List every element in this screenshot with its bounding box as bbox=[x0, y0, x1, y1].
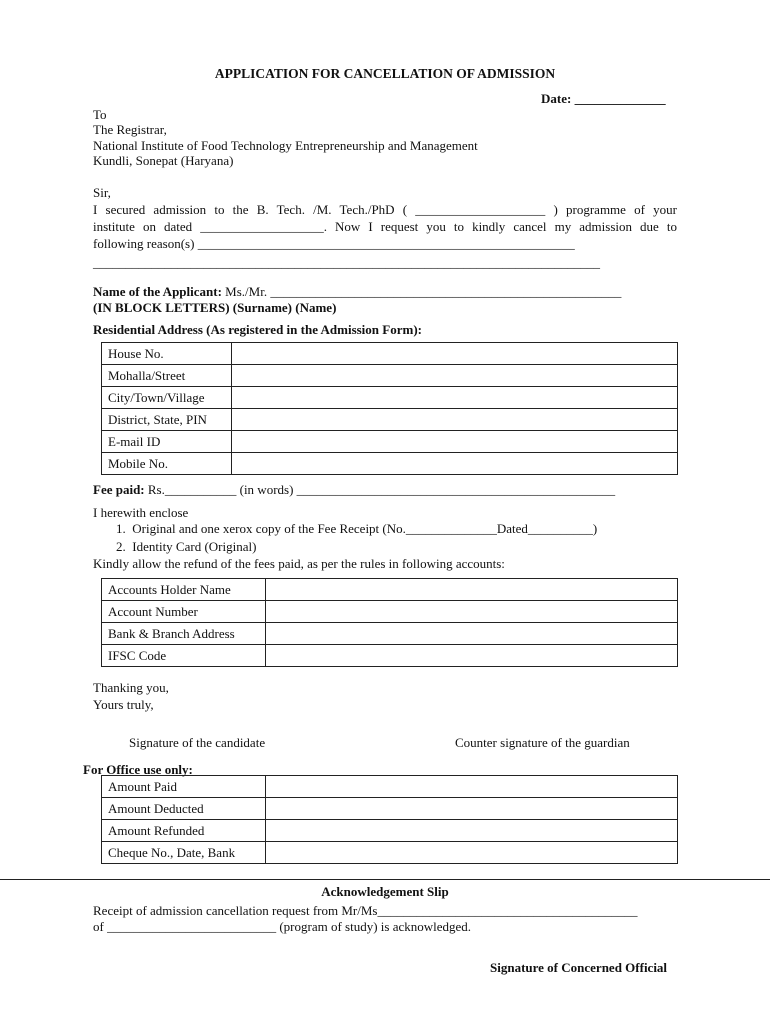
table-input-cell[interactable] bbox=[266, 623, 678, 645]
address-to: To bbox=[93, 107, 107, 122]
table-label: IFSC Code bbox=[102, 645, 266, 667]
fee-paid-line bbox=[93, 482, 615, 498]
applicant-name-label: Name of the Applicant: bbox=[93, 284, 222, 299]
table-input-cell[interactable] bbox=[232, 343, 678, 365]
candidate-signature: Signature of the candidate bbox=[129, 735, 266, 750]
form-title: APPLICATION FOR CANCELLATION OF ADMISSION bbox=[214, 66, 556, 81]
table-label: Amount Refunded bbox=[102, 820, 266, 842]
table-row bbox=[102, 798, 678, 820]
table-label: City/Town/Village bbox=[102, 387, 232, 409]
table-input-cell[interactable] bbox=[232, 453, 678, 475]
paragraph-line-3: following reason(s) __________________________________________________________ bbox=[93, 236, 575, 251]
table-row bbox=[102, 820, 678, 842]
table-input-cell[interactable] bbox=[232, 387, 678, 409]
table-label: Bank & Branch Address bbox=[102, 623, 266, 645]
enclose-item-1: 1. Original and one xerox copy of the Fee Receipt (No.______________Dated__________) bbox=[116, 521, 598, 536]
address-institute: National Institute of Food Technology Entrepreneurship and Management bbox=[93, 138, 478, 153]
yours-truly: Yours truly, bbox=[93, 697, 154, 712]
table-label: Cheque No., Date, Bank bbox=[102, 842, 266, 864]
block-letters-note: (IN BLOCK LETTERS) (Surname) (Name) bbox=[93, 300, 337, 315]
table-input-cell[interactable] bbox=[266, 776, 678, 798]
table-label: Mobile No. bbox=[102, 453, 232, 475]
slip-line-1: Receipt of admission cancellation request from Mr/Ms________________________________________ bbox=[93, 903, 638, 918]
table-row bbox=[102, 431, 678, 453]
slip-line-2: of __________________________ (program of study) is acknowledged. bbox=[93, 919, 472, 934]
table-row bbox=[102, 343, 678, 365]
paragraph-line-4: ______________________________________________________________________________ bbox=[93, 255, 600, 270]
table-input-cell[interactable] bbox=[266, 601, 678, 623]
table-row bbox=[102, 409, 678, 431]
table-label: House No. bbox=[102, 343, 232, 365]
table-label: E-mail ID bbox=[102, 431, 232, 453]
table-input-cell[interactable] bbox=[232, 365, 678, 387]
table-row bbox=[102, 453, 678, 475]
address-location: Kundli, Sonepat (Haryana) bbox=[93, 153, 234, 168]
table-label: Mohalla/Street bbox=[102, 365, 232, 387]
table-input-cell[interactable] bbox=[266, 820, 678, 842]
table-label: Amount Deducted bbox=[102, 798, 266, 820]
enclose-intro: I herewith enclose bbox=[93, 505, 189, 520]
date-field: Date: ______________ bbox=[541, 91, 666, 106]
table-input-cell[interactable] bbox=[266, 842, 678, 864]
paragraph-line-2: institute on dated ___________________. Now I request you to kindly cancel my admission due to bbox=[93, 219, 677, 234]
table-row bbox=[102, 645, 678, 667]
paragraph-line-1: I secured admission to the B. Tech. /M. Tech./PhD ( ____________________ ) programme of your bbox=[93, 202, 677, 217]
residential-address-label: Residential Address (As registered in the Admission Form): bbox=[93, 322, 422, 337]
office-use-table bbox=[101, 775, 678, 864]
applicant-name-line bbox=[93, 284, 621, 300]
table-input-cell[interactable] bbox=[266, 798, 678, 820]
address-registrar: The Registrar, bbox=[93, 122, 167, 137]
refund-request: Kindly allow the refund of the fees paid, as per the rules in following accounts: bbox=[93, 556, 505, 571]
salutation: Sir, bbox=[93, 185, 111, 200]
office-use-label: For Office use only: bbox=[83, 762, 193, 777]
applicant-name-value: Ms./Mr. ______________________________________________________ bbox=[221, 284, 622, 299]
table-input-cell[interactable] bbox=[266, 645, 678, 667]
table-label: District, State, PIN bbox=[102, 409, 232, 431]
divider bbox=[0, 879, 770, 880]
table-label: Account Number bbox=[102, 601, 266, 623]
table-input-cell[interactable] bbox=[232, 409, 678, 431]
table-label: Amount Paid bbox=[102, 776, 266, 798]
slip-title: Acknowledgement Slip bbox=[321, 884, 449, 899]
table-row bbox=[102, 579, 678, 601]
accounts-table bbox=[101, 578, 678, 667]
enclose-item-2: 2. Identity Card (Original) bbox=[116, 539, 257, 554]
fee-paid-label: Fee paid: bbox=[93, 482, 145, 497]
table-input-cell[interactable] bbox=[232, 431, 678, 453]
fee-paid-value: Rs.___________ (in words) _________________________________________________ bbox=[144, 482, 616, 497]
table-label: Accounts Holder Name bbox=[102, 579, 266, 601]
table-row bbox=[102, 387, 678, 409]
table-row bbox=[102, 623, 678, 645]
table-row bbox=[102, 842, 678, 864]
guardian-signature: Counter signature of the guardian bbox=[455, 735, 630, 750]
thanking-you: Thanking you, bbox=[93, 680, 169, 695]
table-input-cell[interactable] bbox=[266, 579, 678, 601]
table-row bbox=[102, 776, 678, 798]
residential-address-table bbox=[101, 342, 678, 475]
official-signature: Signature of Concerned Official bbox=[490, 960, 668, 975]
table-row bbox=[102, 601, 678, 623]
table-row bbox=[102, 365, 678, 387]
